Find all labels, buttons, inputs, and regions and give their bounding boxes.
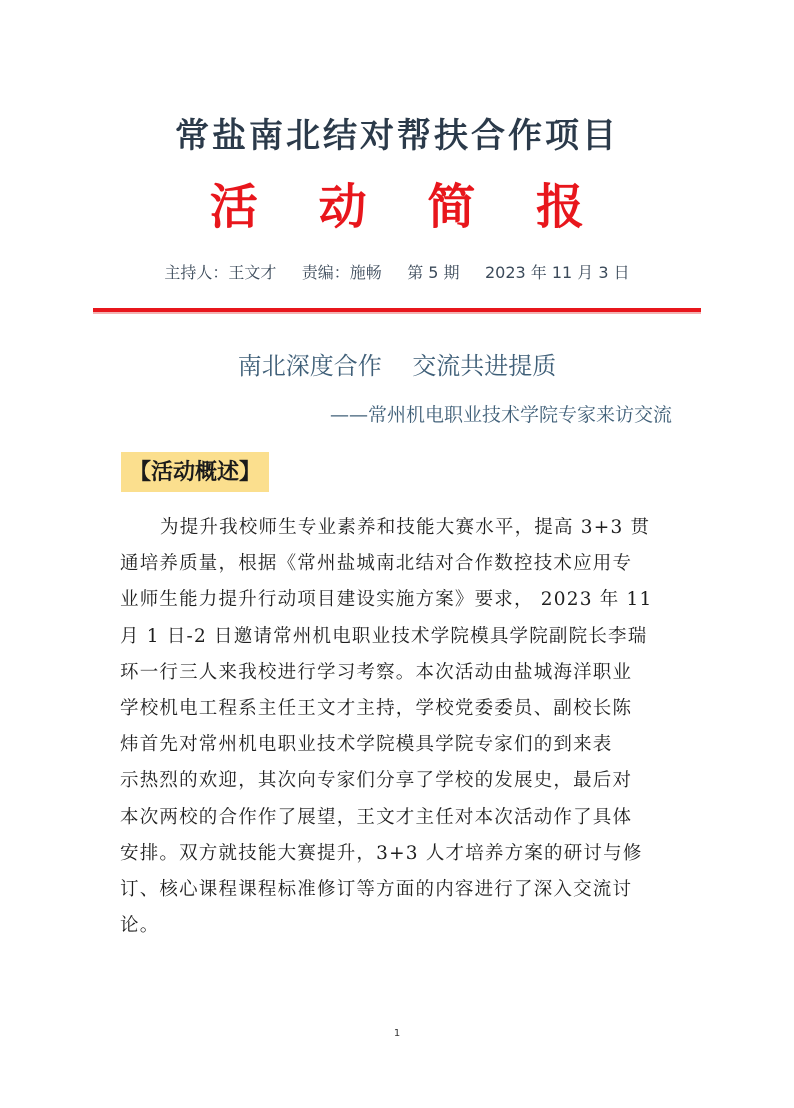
paragraph-line: 学校机电工程系主任王文才主持，学校党委委员、副校长陈	[120, 698, 633, 720]
red-divider-shadow	[93, 312, 701, 314]
page-number: 1	[393, 1028, 401, 1039]
article-subheadline: ——常州机电职业技术学院专家来访交流	[329, 404, 672, 426]
paragraph-line: 论。	[120, 915, 160, 937]
article-headline: 南北深度合作 交流共进提质	[237, 352, 557, 380]
article-paragraph	[120, 510, 680, 944]
paragraph-line: 本次两校的合作作了展望，王文才主任对本次活动作了具体	[120, 806, 633, 828]
paragraph-line: 安排。双方就技能大赛提升，3+3 人才培养方案的研讨与修	[120, 842, 643, 864]
paragraph-line: 月 1 日-2 日邀请常州机电职业技术学院模具学院副院长李瑞	[120, 625, 648, 647]
bulletin-title: 活 动 简 报	[209, 179, 607, 235]
paragraph-line: 炜首先对常州机电职业技术学院模具学院专家们的到来表	[120, 734, 613, 756]
paragraph-line: 示热烈的欢迎，其次向专家们分享了学校的发展史，最后对	[120, 770, 633, 792]
paragraph-line: 为提升我校师生专业素养和技能大赛水平，提高 3+3 贯	[160, 517, 651, 538]
paragraph-line: 通培养质量，根据《常州盐城南北结对合作数控技术应用专	[120, 553, 633, 575]
paragraph-line: 环一行三人来我校进行学习考察。本次活动由盐城海洋职业	[120, 661, 633, 683]
paragraph-line: 业师生能力提升行动项目建设实施方案》要求， 2023 年 11	[120, 589, 653, 611]
section-tag: 【活动概述】	[121, 452, 269, 492]
meta-line: 主持人：王文才 责编：施畅 第 5 期 2023 年 11 月 3 日	[164, 263, 630, 282]
paragraph-line: 订、核心课程课程标准修订等方面的内容进行了深入交流讨	[120, 879, 633, 901]
project-title: 常盐南北结对帮扶合作项目	[175, 116, 619, 156]
